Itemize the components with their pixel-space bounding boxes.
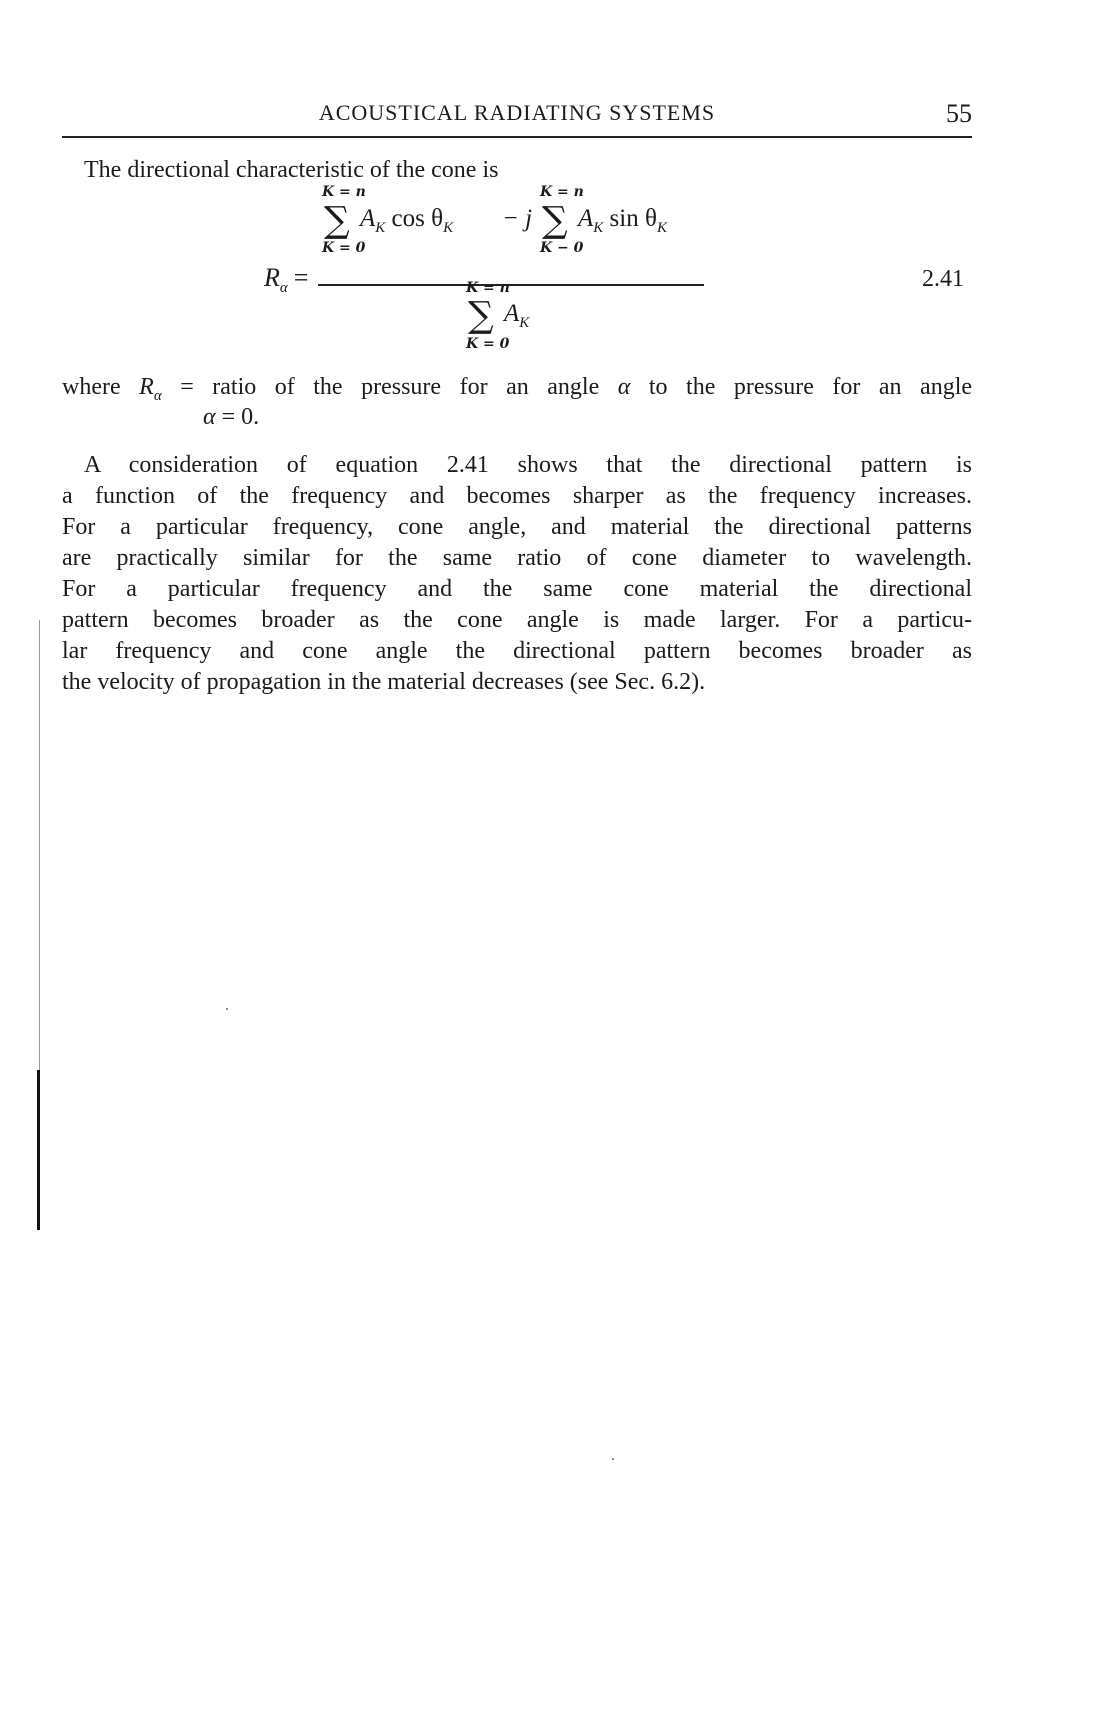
numerator-term-cos: $A_K$ $\cos \theta_K$ (360, 205, 454, 236)
minus-j: − j (502, 205, 533, 232)
body-paragraph (62, 450, 972, 698)
sum2-upper-limit: K = n (540, 184, 584, 200)
paragraph-line: lar frequency and cone angle the directional pattern becomes broader as (62, 638, 972, 664)
equation-2-41 (0, 0, 1117, 360)
lhs-subscript: α (279, 280, 288, 297)
lhs-symbol: R (264, 263, 280, 292)
denominator-term: $A_K$ (504, 300, 530, 331)
scan-gutter-mark (37, 1070, 40, 1230)
where-clause: where $R_\alpha$ = ratio of the pressure for an angle α to the pressure for an angle (62, 374, 973, 404)
sum1-upper-limit: K = n (322, 184, 366, 200)
sum3-upper-limit: K = n (466, 280, 510, 296)
sum3-sigma: ∑ (468, 295, 494, 336)
page-number: 55 (946, 99, 972, 128)
intro-sentence: The directional characteristic of the cone is (84, 157, 499, 183)
sum3-lower-limit: K = 0 (466, 336, 510, 352)
equation-lhs (264, 263, 308, 297)
scan-speck (612, 1458, 614, 1460)
sum1-lower-limit: K = 0 (322, 240, 366, 256)
fraction-bar (318, 284, 704, 286)
equation-number: 2.41 (922, 266, 964, 292)
numerator-term-sin: $A_K$ $\sin \theta_K$ (578, 205, 667, 236)
sum2-lower-limit: K − 0 (540, 240, 584, 256)
sum1-sigma: ∑ (324, 200, 350, 241)
sum2-sigma: ∑ (542, 200, 568, 241)
paragraph-line: a function of the frequency and becomes sharper as the frequency increases. (62, 483, 972, 509)
scan-speck (226, 1008, 228, 1010)
where-clause-continuation: α = 0. (203, 404, 260, 430)
paragraph-line: the velocity of propagation in the material decreases (see Sec. 6.2). (62, 669, 706, 695)
equals-sign: = (293, 263, 309, 292)
paragraph-line: are practically similar for the same ratio of cone diameter to wavelength. (62, 545, 972, 571)
running-title: ACOUSTICAL RADIATING SYSTEMS (318, 100, 716, 125)
paragraph-line: pattern becomes broader as the cone angle is made larger. For a particu- (62, 607, 972, 633)
paragraph-line: For a particular frequency, cone angle, and material the directional patterns (62, 514, 972, 540)
paragraph-line: For a particular frequency and the same cone material the directional (62, 576, 972, 602)
paragraph-line: A consideration of equation 2.41 shows that the directional pattern is (84, 452, 972, 478)
scan-gutter-line (39, 620, 40, 1070)
